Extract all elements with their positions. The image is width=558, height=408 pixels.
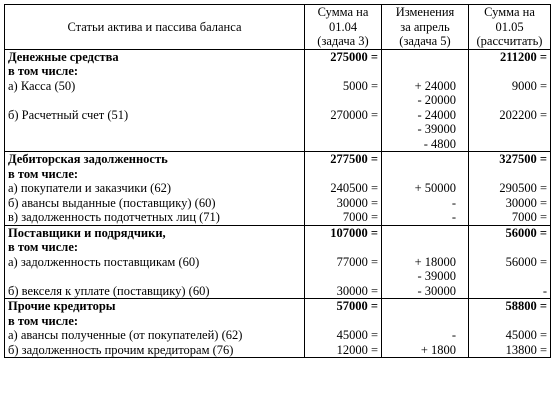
item-sum-end: 202200 =	[469, 108, 551, 152]
change-value: - 20000	[417, 93, 456, 107]
empty-cell	[382, 240, 469, 255]
item-label: б) авансы выданные (поставщику) (60)	[5, 196, 305, 211]
section-subtitle-row	[5, 64, 551, 79]
header-changes-line2: за апрель	[400, 19, 450, 34]
item-row	[5, 210, 551, 225]
balance-table	[4, 4, 551, 358]
header-sum-end-line3: (рассчитать)	[476, 34, 543, 48]
section-title-row	[5, 152, 551, 167]
change-value: + 1800	[420, 342, 456, 357]
change-value: -	[451, 195, 456, 210]
section-total-end: 211200 =	[469, 49, 551, 64]
empty-cell	[382, 314, 469, 329]
empty-cell	[305, 167, 382, 182]
section-subtitle: в том числе:	[5, 240, 305, 255]
item-row	[5, 181, 551, 196]
section-subtitle-row	[5, 240, 551, 255]
item-sum-start: 7000 =	[305, 210, 382, 225]
section-total-start: 57000 =	[305, 299, 382, 314]
header-sum-start-line1: Сумма на	[317, 5, 369, 19]
item-changes	[382, 328, 469, 343]
section-total-end: 56000 =	[469, 225, 551, 240]
change-value: + 24000	[414, 78, 456, 93]
change-value: - 30000	[417, 283, 456, 298]
item-sum-end: 13800 =	[469, 343, 551, 358]
empty-cell	[382, 167, 469, 182]
section-total-start: 107000 =	[305, 225, 382, 240]
header-changes	[382, 5, 469, 50]
section-subtitle: в том числе:	[5, 314, 305, 329]
section-title-row	[5, 299, 551, 314]
item-changes	[382, 108, 469, 152]
item-label: а) авансы полученные (от покупателей) (62)	[5, 328, 305, 343]
item-label: а) покупатели и заказчики (62)	[5, 181, 305, 196]
section-total-change	[382, 225, 469, 240]
item-sum-end: 56000 =	[469, 255, 551, 284]
change-value: - 4800	[423, 136, 456, 151]
header-sum-start	[305, 5, 382, 50]
section-title: Поставщики и подрядчики,	[5, 225, 305, 240]
item-sum-end: -	[469, 284, 551, 299]
change-value: - 24000	[417, 107, 456, 122]
item-sum-end: 45000 =	[469, 328, 551, 343]
item-label: б) задолженность прочим кредиторам (76)	[5, 343, 305, 358]
item-row	[5, 255, 551, 284]
item-changes	[382, 343, 469, 358]
section-subtitle: в том числе:	[5, 64, 305, 79]
change-value: -	[451, 328, 456, 342]
item-label: а) Касса (50)	[5, 79, 305, 108]
item-row	[5, 328, 551, 343]
item-changes	[382, 255, 469, 284]
header-sum-end-line1: Сумма на	[484, 5, 535, 19]
table-body	[5, 49, 551, 358]
item-sum-start: 77000 =	[305, 255, 382, 284]
item-changes	[382, 284, 469, 299]
section-total-end: 58800 =	[469, 299, 551, 314]
change-value: + 50000	[414, 181, 456, 195]
section-subtitle: в том числе:	[5, 167, 305, 182]
item-row	[5, 196, 551, 211]
change-value: + 18000	[414, 254, 456, 269]
item-changes	[382, 196, 469, 211]
empty-cell	[469, 64, 551, 79]
header-sum-end-line2: 01.05	[495, 19, 524, 34]
section-title: Дебиторская задолженность	[5, 152, 305, 167]
empty-cell	[305, 240, 382, 255]
item-changes	[382, 79, 469, 108]
item-label: б) векселя к уплате (поставщику) (60)	[5, 284, 305, 299]
section-total-start: 275000 =	[305, 49, 382, 64]
item-sum-start: 12000 =	[305, 343, 382, 358]
item-label: в) задолженность подотчетных лиц (71)	[5, 210, 305, 225]
empty-cell	[469, 167, 551, 182]
balance-table-container	[4, 4, 551, 358]
change-value: - 39000	[417, 122, 456, 136]
section-total-change	[382, 49, 469, 64]
section-total-change	[382, 299, 469, 314]
header-items: Статьи актива и пассива баланса	[5, 5, 305, 50]
item-sum-start: 45000 =	[305, 328, 382, 343]
header-changes-line3: (задача 5)	[399, 34, 451, 48]
change-value: -	[451, 210, 456, 224]
empty-cell	[305, 64, 382, 79]
section-total-start: 277500 =	[305, 152, 382, 167]
section-title: Денежные средства	[5, 49, 305, 64]
item-row	[5, 79, 551, 108]
item-sum-end: 290500 =	[469, 181, 551, 196]
empty-cell	[382, 64, 469, 79]
empty-cell	[469, 314, 551, 329]
section-subtitle-row	[5, 167, 551, 182]
item-sum-start: 270000 =	[305, 108, 382, 152]
item-row	[5, 108, 551, 152]
item-sum-start: 30000 =	[305, 284, 382, 299]
section-title-row	[5, 49, 551, 64]
header-changes-line1: Изменения	[395, 5, 455, 19]
item-sum-start: 240500 =	[305, 181, 382, 196]
item-sum-end: 7000 =	[469, 210, 551, 225]
empty-cell	[305, 314, 382, 329]
item-sum-start: 5000 =	[305, 79, 382, 108]
item-row	[5, 284, 551, 299]
item-changes	[382, 210, 469, 225]
section-total-end: 327500 =	[469, 152, 551, 167]
item-label: б) Расчетный счет (51)	[5, 108, 305, 152]
header-sum-start-line3: (задача 3)	[317, 34, 369, 48]
change-value: - 39000	[417, 269, 456, 283]
header-sum-start-line2: 01.04	[328, 19, 358, 34]
section-title-row	[5, 225, 551, 240]
table-header-row	[5, 5, 551, 50]
item-sum-end: 9000 =	[469, 79, 551, 108]
section-total-change	[382, 152, 469, 167]
item-sum-start: 30000 =	[305, 196, 382, 211]
item-row	[5, 343, 551, 358]
section-subtitle-row	[5, 314, 551, 329]
item-sum-end: 30000 =	[469, 196, 551, 211]
item-changes	[382, 181, 469, 196]
header-sum-end	[469, 5, 551, 50]
item-label: а) задолженность поставщикам (60)	[5, 255, 305, 284]
empty-cell	[469, 240, 551, 255]
section-title: Прочие кредиторы	[5, 299, 305, 314]
